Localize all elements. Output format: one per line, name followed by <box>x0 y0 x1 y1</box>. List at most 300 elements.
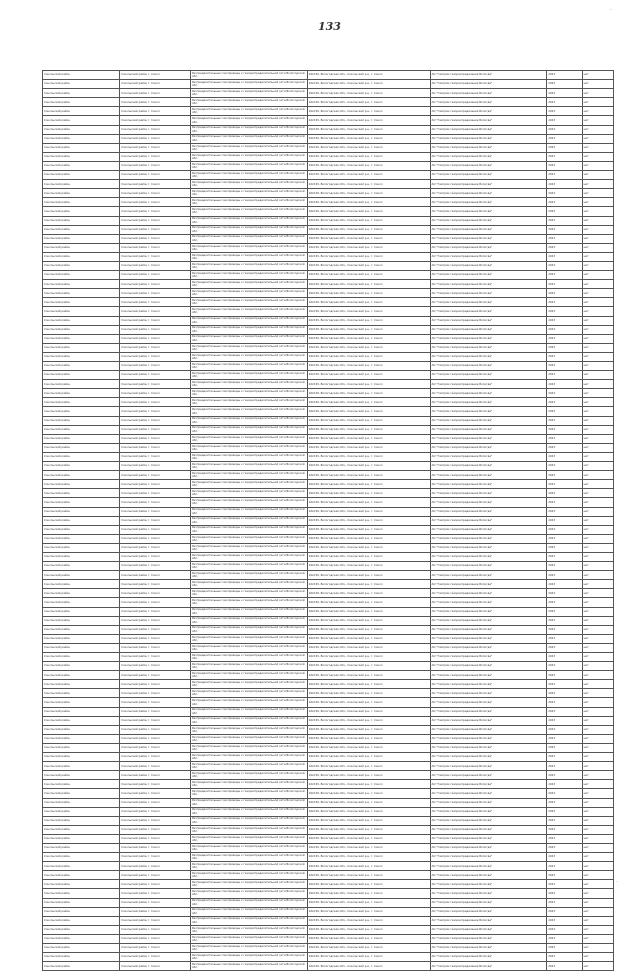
owner-cell: АО "Газпром газораспределение Вологда" <box>430 443 547 452</box>
district-cell: Сокольский район <box>43 689 120 698</box>
year-cell: 2023 <box>547 916 582 925</box>
object-description-cell: Распределительные газопроводы к газораспределительной сети Вологодской обл. <box>190 425 307 434</box>
table-row <box>43 171 614 180</box>
year-cell: 2023 <box>547 334 582 343</box>
status-cell: нет <box>582 616 613 625</box>
address-cell: 162130, Вологодская обл., Сокольский р-н, г. Сокол <box>307 725 430 734</box>
address-cell: 162130, Вологодская обл., Сокольский р-н, г. Сокол <box>307 316 430 325</box>
table-row <box>43 125 614 134</box>
settlement-cell: Сокольский район г. Сокол <box>120 643 191 652</box>
owner-cell: АО "Газпром газораспределение Вологда" <box>430 261 547 270</box>
table-row <box>43 189 614 198</box>
object-description-cell: Распределительные газопроводы к газораспределительной сети Вологодской обл. <box>190 916 307 925</box>
table-row <box>43 925 614 934</box>
settlement-cell: Сокольский район г. Сокол <box>120 116 191 125</box>
settlement-cell: Сокольский район г. Сокол <box>120 634 191 643</box>
owner-cell: АО "Газпром газораспределение Вологда" <box>430 607 547 616</box>
year-cell: 2023 <box>547 480 582 489</box>
owner-cell: АО "Газпром газораспределение Вологда" <box>430 516 547 525</box>
address-cell: 162130, Вологодская обл., Сокольский р-н, г. Сокол <box>307 525 430 534</box>
object-description-cell: Распределительные газопроводы к газораспределительной сети Вологодской обл. <box>190 152 307 161</box>
object-description-cell: Распределительные газопроводы к газораспределительной сети Вологодской обл. <box>190 352 307 361</box>
district-cell: Сокольский район <box>43 771 120 780</box>
object-description-cell: Распределительные газопроводы к газораспределительной сети Вологодской обл. <box>190 389 307 398</box>
year-cell: 2023 <box>547 853 582 862</box>
status-cell: нет <box>582 925 613 934</box>
address-cell: 162130, Вологодская обл., Сокольский р-н, г. Сокол <box>307 916 430 925</box>
district-cell: Сокольский район <box>43 962 120 971</box>
status-cell: нет <box>582 716 613 725</box>
owner-cell: АО "Газпром газораспределение Вологда" <box>430 280 547 289</box>
table-row <box>43 398 614 407</box>
address-cell: 162130, Вологодская обл., Сокольский р-н, г. Сокол <box>307 107 430 116</box>
table-row <box>43 598 614 607</box>
settlement-cell: Сокольский район г. Сокол <box>120 662 191 671</box>
object-description-cell: Распределительные газопроводы к газораспределительной сети Вологодской обл. <box>190 143 307 152</box>
address-cell: 162130, Вологодская обл., Сокольский р-н, г. Сокол <box>307 443 430 452</box>
status-cell: нет <box>582 416 613 425</box>
table-row <box>43 562 614 571</box>
table-row <box>43 152 614 161</box>
district-cell: Сокольский район <box>43 816 120 825</box>
status-cell: нет <box>582 552 613 561</box>
table-row <box>43 107 614 116</box>
address-cell: 162130, Вологодская обл., Сокольский р-н, г. Сокол <box>307 771 430 780</box>
district-cell: Сокольский район <box>43 489 120 498</box>
address-cell: 162130, Вологодская обл., Сокольский р-н, г. Сокол <box>307 398 430 407</box>
address-cell: 162130, Вологодская обл., Сокольский р-н, г. Сокол <box>307 389 430 398</box>
address-cell: 162130, Вологодская обл., Сокольский р-н, г. Сокол <box>307 807 430 816</box>
district-cell: Сокольский район <box>43 898 120 907</box>
status-cell: нет <box>582 962 613 971</box>
status-cell: нет <box>582 261 613 270</box>
year-cell: 2023 <box>547 607 582 616</box>
object-description-cell: Распределительные газопроводы к газораспределительной сети Вологодской обл. <box>190 161 307 170</box>
district-cell: Сокольский район <box>43 362 120 371</box>
address-cell: 162130, Вологодская обл., Сокольский р-н, г. Сокол <box>307 325 430 334</box>
district-cell: Сокольский район <box>43 571 120 580</box>
district-cell: Сокольский район <box>43 389 120 398</box>
district-cell: Сокольский район <box>43 944 120 953</box>
table-row <box>43 334 614 343</box>
address-cell: 162130, Вологодская обл., Сокольский р-н, г. Сокол <box>307 125 430 134</box>
district-cell: Сокольский район <box>43 207 120 216</box>
year-cell: 2023 <box>547 671 582 680</box>
year-cell: 2023 <box>547 789 582 798</box>
address-cell: 162130, Вологодская обл., Сокольский р-н, г. Сокол <box>307 789 430 798</box>
year-cell: 2023 <box>547 580 582 589</box>
address-cell: 162130, Вологодская обл., Сокольский р-н, г. Сокол <box>307 261 430 270</box>
object-description-cell: Распределительные газопроводы к газораспределительной сети Вологодской обл. <box>190 825 307 834</box>
settlement-cell: Сокольский район г. Сокол <box>120 480 191 489</box>
district-cell: Сокольский район <box>43 662 120 671</box>
district-cell: Сокольский район <box>43 471 120 480</box>
district-cell: Сокольский район <box>43 352 120 361</box>
owner-cell: АО "Газпром газораспределение Вологда" <box>430 489 547 498</box>
address-cell: 162130, Вологодская обл., Сокольский р-н, г. Сокол <box>307 134 430 143</box>
table-row <box>43 498 614 507</box>
year-cell: 2023 <box>547 798 582 807</box>
object-description-cell: Распределительные газопроводы к газораспределительной сети Вологодской обл. <box>190 689 307 698</box>
object-description-cell: Распределительные газопроводы к газораспределительной сети Вологодской обл. <box>190 907 307 916</box>
table-row <box>43 953 614 962</box>
status-cell: нет <box>582 862 613 871</box>
district-cell: Сокольский район <box>43 798 120 807</box>
status-cell: нет <box>582 698 613 707</box>
status-cell: нет <box>582 834 613 843</box>
address-cell: 162130, Вологодская обл., Сокольский р-н, г. Сокол <box>307 653 430 662</box>
district-cell: Сокольский район <box>43 198 120 207</box>
district-cell: Сокольский район <box>43 261 120 270</box>
year-cell: 2023 <box>547 716 582 725</box>
owner-cell: АО "Газпром газораспределение Вологда" <box>430 807 547 816</box>
table-row <box>43 607 614 616</box>
table-row <box>43 653 614 662</box>
object-description-cell: Распределительные газопроводы к газораспределительной сети Вологодской обл. <box>190 416 307 425</box>
settlement-cell: Сокольский район г. Сокол <box>120 271 191 280</box>
address-cell: 162130, Вологодская обл., Сокольский р-н, г. Сокол <box>307 371 430 380</box>
status-cell: нет <box>582 662 613 671</box>
object-description-cell: Распределительные газопроводы к газораспределительной сети Вологодской обл. <box>190 407 307 416</box>
address-cell: 162130, Вологодская обл., Сокольский р-н, г. Сокол <box>307 843 430 852</box>
year-cell: 2023 <box>547 689 582 698</box>
page-number: 133 <box>318 20 341 33</box>
status-cell: нет <box>582 362 613 371</box>
year-cell: 2023 <box>547 225 582 234</box>
settlement-cell: Сокольский район г. Сокол <box>120 180 191 189</box>
settlement-cell: Сокольский район г. Сокол <box>120 653 191 662</box>
owner-cell: АО "Газпром газораспределение Вологда" <box>430 389 547 398</box>
owner-cell: АО "Газпром газораспределение Вологда" <box>430 862 547 871</box>
status-cell: нет <box>582 443 613 452</box>
address-cell: 162130, Вологодская обл., Сокольский р-н, г. Сокол <box>307 552 430 561</box>
address-cell: 162130, Вологодская обл., Сокольский р-н, г. Сокол <box>307 798 430 807</box>
year-cell: 2023 <box>547 243 582 252</box>
object-description-cell: Распределительные газопроводы к газораспределительной сети Вологодской обл. <box>190 489 307 498</box>
status-cell: нет <box>582 743 613 752</box>
owner-cell: АО "Газпром газораспределение Вологда" <box>430 98 547 107</box>
year-cell: 2023 <box>547 316 582 325</box>
owner-cell: АО "Газпром газораспределение Вологда" <box>430 298 547 307</box>
year-cell: 2023 <box>547 71 582 80</box>
owner-cell: АО "Газпром газораспределение Вологда" <box>430 380 547 389</box>
table-row <box>43 753 614 762</box>
table-row <box>43 543 614 552</box>
settlement-cell: Сокольский район г. Сокол <box>120 161 191 170</box>
status-cell: нет <box>582 671 613 680</box>
table-row <box>43 143 614 152</box>
district-cell: Сокольский район <box>43 343 120 352</box>
year-cell: 2023 <box>547 171 582 180</box>
status-cell: нет <box>582 471 613 480</box>
settlement-cell: Сокольский район г. Сокол <box>120 471 191 480</box>
district-cell: Сокольский район <box>43 243 120 252</box>
object-description-cell: Распределительные газопроводы к газораспределительной сети Вологодской обл. <box>190 280 307 289</box>
settlement-cell: Сокольский район г. Сокол <box>120 916 191 925</box>
settlement-cell: Сокольский район г. Сокол <box>120 343 191 352</box>
settlement-cell: Сокольский район г. Сокол <box>120 143 191 152</box>
year-cell: 2023 <box>547 134 582 143</box>
address-cell: 162130, Вологодская обл., Сокольский р-н, г. Сокол <box>307 734 430 743</box>
settlement-cell: Сокольский район г. Сокол <box>120 780 191 789</box>
district-cell: Сокольский район <box>43 780 120 789</box>
district-cell: Сокольский район <box>43 880 120 889</box>
settlement-cell: Сокольский район г. Сокол <box>120 689 191 698</box>
address-cell: 162130, Вологодская обл., Сокольский р-н, г. Сокол <box>307 616 430 625</box>
table-row <box>43 207 614 216</box>
table-row <box>43 725 614 734</box>
owner-cell: АО "Газпром газораспределение Вологда" <box>430 562 547 571</box>
object-description-cell: Распределительные газопроводы к газораспределительной сети Вологодской обл. <box>190 243 307 252</box>
settlement-cell: Сокольский район г. Сокол <box>120 198 191 207</box>
address-cell: 162130, Вологодская обл., Сокольский р-н, г. Сокол <box>307 116 430 125</box>
object-description-cell: Распределительные газопроводы к газораспределительной сети Вологодской обл. <box>190 325 307 334</box>
table-row <box>43 489 614 498</box>
year-cell: 2023 <box>547 516 582 525</box>
owner-cell: АО "Газпром газораспределение Вологда" <box>430 252 547 261</box>
status-cell: нет <box>582 161 613 170</box>
district-cell: Сокольский район <box>43 643 120 652</box>
status-cell: нет <box>582 562 613 571</box>
status-cell: нет <box>582 898 613 907</box>
year-cell: 2023 <box>547 680 582 689</box>
settlement-cell: Сокольский район г. Сокол <box>120 725 191 734</box>
district-cell: Сокольский район <box>43 516 120 525</box>
status-cell: нет <box>582 871 613 880</box>
year-cell: 2023 <box>547 525 582 534</box>
settlement-cell: Сокольский район г. Сокол <box>120 243 191 252</box>
address-cell: 162130, Вологодская обл., Сокольский р-н, г. Сокол <box>307 562 430 571</box>
settlement-cell: Сокольский район г. Сокол <box>120 944 191 953</box>
settlement-cell: Сокольский район г. Сокол <box>120 225 191 234</box>
district-cell: Сокольский район <box>43 225 120 234</box>
owner-cell: АО "Газпром газораспределение Вологда" <box>430 398 547 407</box>
owner-cell: АО "Газпром газораспределение Вологда" <box>430 898 547 907</box>
object-description-cell: Распределительные газопроводы к газораспределительной сети Вологодской обл. <box>190 462 307 471</box>
address-cell: 162130, Вологодская обл., Сокольский р-н, г. Сокол <box>307 243 430 252</box>
table-row <box>43 734 614 743</box>
settlement-cell: Сокольский район г. Сокол <box>120 434 191 443</box>
district-cell: Сокольский район <box>43 607 120 616</box>
object-description-cell: Распределительные газопроводы к газораспределительной сети Вологодской обл. <box>190 634 307 643</box>
year-cell: 2023 <box>547 443 582 452</box>
status-cell: нет <box>582 780 613 789</box>
owner-cell: АО "Газпром газораспределение Вологда" <box>430 953 547 962</box>
district-cell: Сокольский район <box>43 834 120 843</box>
address-cell: 162130, Вологодская обл., Сокольский р-н, г. Сокол <box>307 753 430 762</box>
address-cell: 162130, Вологодская обл., Сокольский р-н, г. Сокол <box>307 489 430 498</box>
table-row <box>43 243 614 252</box>
status-cell: нет <box>582 98 613 107</box>
table-row <box>43 516 614 525</box>
object-description-cell: Распределительные газопроводы к газораспределительной сети Вологодской обл. <box>190 762 307 771</box>
year-cell: 2023 <box>547 907 582 916</box>
table-row <box>43 944 614 953</box>
owner-cell: АО "Газпром газораспределение Вологда" <box>430 707 547 716</box>
settlement-cell: Сокольский район г. Сокол <box>120 462 191 471</box>
year-cell: 2023 <box>547 498 582 507</box>
owner-cell: АО "Газпром газораспределение Вологда" <box>430 525 547 534</box>
district-cell: Сокольский район <box>43 543 120 552</box>
district-cell: Сокольский район <box>43 734 120 743</box>
owner-cell: АО "Газпром газораспределение Вологда" <box>430 507 547 516</box>
settlement-cell: Сокольский район г. Сокол <box>120 216 191 225</box>
object-description-cell: Распределительные газопроводы к газораспределительной сети Вологодской обл. <box>190 380 307 389</box>
status-cell: нет <box>582 634 613 643</box>
table-row <box>43 225 614 234</box>
object-description-cell: Распределительные газопроводы к газораспределительной сети Вологодской обл. <box>190 834 307 843</box>
owner-cell: АО "Газпром газораспределение Вологда" <box>430 834 547 843</box>
object-description-cell: Распределительные газопроводы к газораспределительной сети Вологодской обл. <box>190 198 307 207</box>
status-cell: нет <box>582 143 613 152</box>
settlement-cell: Сокольский район г. Сокол <box>120 80 191 89</box>
settlement-cell: Сокольский район г. Сокол <box>120 416 191 425</box>
status-cell: нет <box>582 125 613 134</box>
object-description-cell: Распределительные газопроводы к газораспределительной сети Вологодской обл. <box>190 580 307 589</box>
object-description-cell: Распределительные газопроводы к газораспределительной сети Вологодской обл. <box>190 880 307 889</box>
settlement-cell: Сокольский район г. Сокол <box>120 452 191 461</box>
status-cell: нет <box>582 343 613 352</box>
year-cell: 2023 <box>547 452 582 461</box>
object-description-cell: Распределительные газопроводы к газораспределительной сети Вологодской обл. <box>190 725 307 734</box>
status-cell: нет <box>582 734 613 743</box>
address-cell: 162130, Вологодская обл., Сокольский р-н, г. Сокол <box>307 634 430 643</box>
settlement-cell: Сокольский район г. Сокол <box>120 298 191 307</box>
district-cell: Сокольский район <box>43 89 120 98</box>
address-cell: 162130, Вологодская обл., Сокольский р-н, г. Сокол <box>307 571 430 580</box>
table-row <box>43 389 614 398</box>
year-cell: 2023 <box>547 698 582 707</box>
district-cell: Сокольский район <box>43 925 120 934</box>
address-cell: 162130, Вологодская обл., Сокольский р-н, г. Сокол <box>307 862 430 871</box>
status-cell: нет <box>582 480 613 489</box>
address-cell: 162130, Вологодская обл., Сокольский р-н, г. Сокол <box>307 662 430 671</box>
district-cell: Сокольский район <box>43 380 120 389</box>
status-cell: нет <box>582 525 613 534</box>
table-row <box>43 525 614 534</box>
owner-cell: АО "Газпром газораспределение Вологда" <box>430 698 547 707</box>
address-cell: 162130, Вологодская обл., Сокольский р-н, г. Сокол <box>307 698 430 707</box>
district-cell: Сокольский район <box>43 671 120 680</box>
settlement-cell: Сокольский район г. Сокол <box>120 152 191 161</box>
year-cell: 2023 <box>547 771 582 780</box>
table-row <box>43 634 614 643</box>
table-row <box>43 662 614 671</box>
address-cell: 162130, Вологодская обл., Сокольский р-н, г. Сокол <box>307 607 430 616</box>
status-cell: нет <box>582 271 613 280</box>
settlement-cell: Сокольский район г. Сокол <box>120 134 191 143</box>
district-cell: Сокольский район <box>43 534 120 543</box>
settlement-cell: Сокольский район г. Сокол <box>120 698 191 707</box>
year-cell: 2023 <box>547 471 582 480</box>
address-cell: 162130, Вологодская обл., Сокольский р-н, г. Сокол <box>307 171 430 180</box>
address-cell: 162130, Вологодская обл., Сокольский р-н, г. Сокол <box>307 934 430 943</box>
owner-cell: АО "Газпром газораспределение Вологда" <box>430 207 547 216</box>
object-description-cell: Распределительные газопроводы к газораспределительной сети Вологодской обл. <box>190 443 307 452</box>
status-cell: нет <box>582 598 613 607</box>
year-cell: 2023 <box>547 125 582 134</box>
address-cell: 162130, Вологодская обл., Сокольский р-н, г. Сокол <box>307 889 430 898</box>
district-cell: Сокольский район <box>43 825 120 834</box>
district-cell: Сокольский район <box>43 480 120 489</box>
owner-cell: АО "Газпром газораспределение Вологда" <box>430 343 547 352</box>
table-row <box>43 507 614 516</box>
address-cell: 162130, Вологодская обл., Сокольский р-н, г. Сокол <box>307 925 430 934</box>
district-cell: Сокольский район <box>43 498 120 507</box>
settlement-cell: Сокольский район г. Сокол <box>120 125 191 134</box>
status-cell: нет <box>582 807 613 816</box>
settlement-cell: Сокольский район г. Сокол <box>120 598 191 607</box>
object-description-cell: Распределительные газопроводы к газораспределительной сети Вологодской обл. <box>190 271 307 280</box>
address-cell: 162130, Вологодская обл., Сокольский р-н, г. Сокол <box>307 743 430 752</box>
district-cell: Сокольский район <box>43 698 120 707</box>
district-cell: Сокольский район <box>43 98 120 107</box>
table-row <box>43 643 614 652</box>
district-cell: Сокольский район <box>43 953 120 962</box>
settlement-cell: Сокольский район г. Сокол <box>120 853 191 862</box>
object-description-cell: Распределительные газопроводы к газораспределительной сети Вологодской обл. <box>190 771 307 780</box>
object-description-cell: Распределительные газопроводы к газораспределительной сети Вологодской обл. <box>190 480 307 489</box>
address-cell: 162130, Вологодская обл., Сокольский р-н, г. Сокол <box>307 161 430 170</box>
status-cell: нет <box>582 916 613 925</box>
district-cell: Сокольский район <box>43 589 120 598</box>
table-row <box>43 180 614 189</box>
year-cell: 2023 <box>547 425 582 434</box>
owner-cell: АО "Газпром газораспределение Вологда" <box>430 771 547 780</box>
year-cell: 2023 <box>547 307 582 316</box>
owner-cell: АО "Газпром газораспределение Вологда" <box>430 889 547 898</box>
year-cell: 2023 <box>547 98 582 107</box>
address-cell: 162130, Вологодская обл., Сокольский р-н, г. Сокол <box>307 352 430 361</box>
table-row <box>43 889 614 898</box>
address-cell: 162130, Вологодская обл., Сокольский р-н, г. Сокол <box>307 898 430 907</box>
table-row <box>43 771 614 780</box>
owner-cell: АО "Газпром газораспределение Вологда" <box>430 825 547 834</box>
table-row <box>43 962 614 971</box>
address-cell: 162130, Вологодская обл., Сокольский р-н, г. Сокол <box>307 71 430 80</box>
owner-cell: АО "Газпром газораспределение Вологда" <box>430 243 547 252</box>
address-cell: 162130, Вологодская обл., Сокольский р-н, г. Сокол <box>307 780 430 789</box>
year-cell: 2023 <box>547 116 582 125</box>
settlement-cell: Сокольский район г. Сокол <box>120 616 191 625</box>
district-cell: Сокольский район <box>43 280 120 289</box>
year-cell: 2023 <box>547 552 582 561</box>
owner-cell: АО "Газпром газораспределение Вологда" <box>430 925 547 934</box>
district-cell: Сокольский район <box>43 252 120 261</box>
settlement-cell: Сокольский район г. Сокол <box>120 934 191 943</box>
owner-cell: АО "Газпром газораспределение Вологда" <box>430 653 547 662</box>
status-cell: нет <box>582 243 613 252</box>
year-cell: 2023 <box>547 398 582 407</box>
table-row <box>43 671 614 680</box>
district-cell: Сокольский район <box>43 416 120 425</box>
address-cell: 162130, Вологодская обл., Сокольский р-н, г. Сокол <box>307 880 430 889</box>
object-description-cell: Распределительные газопроводы к газораспределительной сети Вологодской обл. <box>190 571 307 580</box>
settlement-cell: Сокольский район г. Сокол <box>120 516 191 525</box>
table-row <box>43 307 614 316</box>
address-cell: 162130, Вологодская обл., Сокольский р-н, г. Сокол <box>307 280 430 289</box>
district-cell: Сокольский район <box>43 853 120 862</box>
address-cell: 162130, Вологодская обл., Сокольский р-н, г. Сокол <box>307 98 430 107</box>
address-cell: 162130, Вологодская обл., Сокольский р-н, г. Сокол <box>307 416 430 425</box>
status-cell: нет <box>582 71 613 80</box>
settlement-cell: Сокольский район г. Сокол <box>120 334 191 343</box>
owner-cell: АО "Газпром газораспределение Вологда" <box>430 116 547 125</box>
status-cell: нет <box>582 189 613 198</box>
status-cell: нет <box>582 880 613 889</box>
object-description-cell: Распределительные газопроводы к газораспределительной сети Вологодской обл. <box>190 343 307 352</box>
address-cell: 162130, Вологодская обл., Сокольский р-н, г. Сокол <box>307 298 430 307</box>
